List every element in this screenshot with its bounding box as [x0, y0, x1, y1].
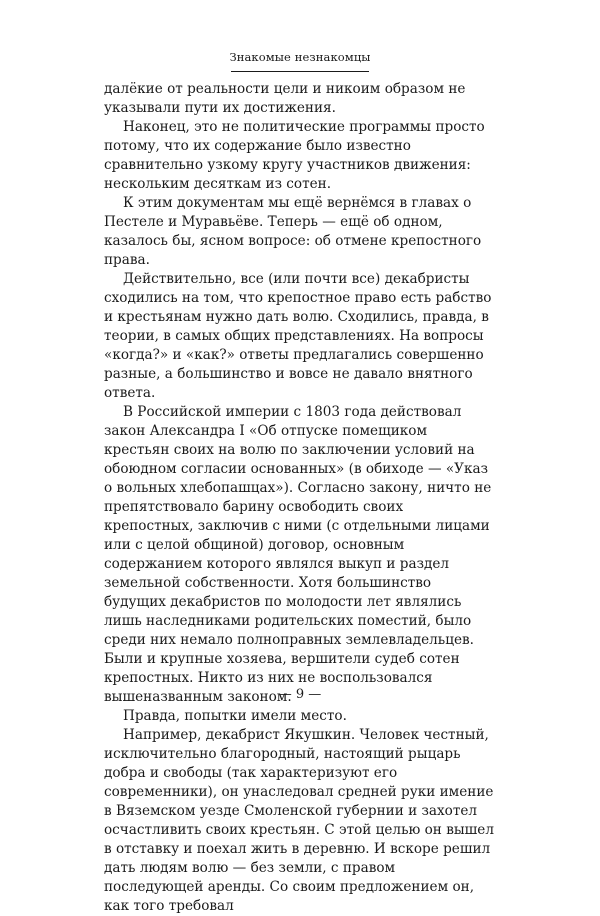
paragraph: Наконец, это не политические программы просто потому, что их содержание было известно сравнительно узкому кругу участников движения: нескольким десяткам из сотен.: [104, 119, 485, 192]
paragraph: К этим документам мы ещё вернёмся в главах о Пестеле и Муравьёве. Теперь — ещё об одном, казалось бы, ясном вопросе: об отмене крепостного права.: [104, 195, 482, 268]
body-text: [104, 80, 496, 916]
paragraph: В Российской империи с 1803 года действовал закон Александра I «Об отпуске помещиком крестьян своих на волю по заключении условий на обоюдном согласии основанных» (в обиходе — «Указ о вольных хлебопашцах»). Согласно закону, ничто не препятствовало барину освободить своих крепостных, заключив с ними (с отдельными лицами или с целой общиной) договор, основным содержанием которого являлся выкуп и раздел земельной собственности. Хотя большинство будущих декабристов по молодости лет являлись лишь наследниками родительских поместий, было среди них немало полноправных землевладельцев. Были и крупные хозяева, вершители судеб сотен крепостных. Никто из них не воспользовался вышеназванным законом.: [104, 404, 492, 705]
paragraph: Правда, попытки имели место.: [123, 708, 347, 724]
header-rule: [231, 71, 369, 72]
paragraph: далёкие от реальности цели и никоим образом не указывали пути их достижения.: [104, 81, 466, 116]
page-number: — 9 —: [278, 687, 322, 702]
paragraph: Например, декабрист Якушкин. Человек честный, исключительно благородный, настоящий рыцарь добра и свободы (так характеризуют его современники), он унаследовал средней руки имение в Вяземском уезде Смоленской губернии и захотел осчастливить своих крестьян. С этой целью он вышел в отставку и поехал жить в деревню. И вскоре решил дать людям волю — без земли, с правом последующей аренды. Со своим предложением он, как того требовал: [104, 727, 494, 914]
running-head: Знакомые незнакомцы: [229, 50, 371, 64]
paragraph: Действительно, все (или почти все) декабристы сходились на том, что крепостное право есть рабство и крестьянам нужно дать волю. Сходились, правда, в теории, в самых общих представлениях. На вопросы «когда?» и «как?» ответы предлагались совершенно разные, а большинство и вовсе не давало внятного ответа.: [104, 271, 492, 401]
